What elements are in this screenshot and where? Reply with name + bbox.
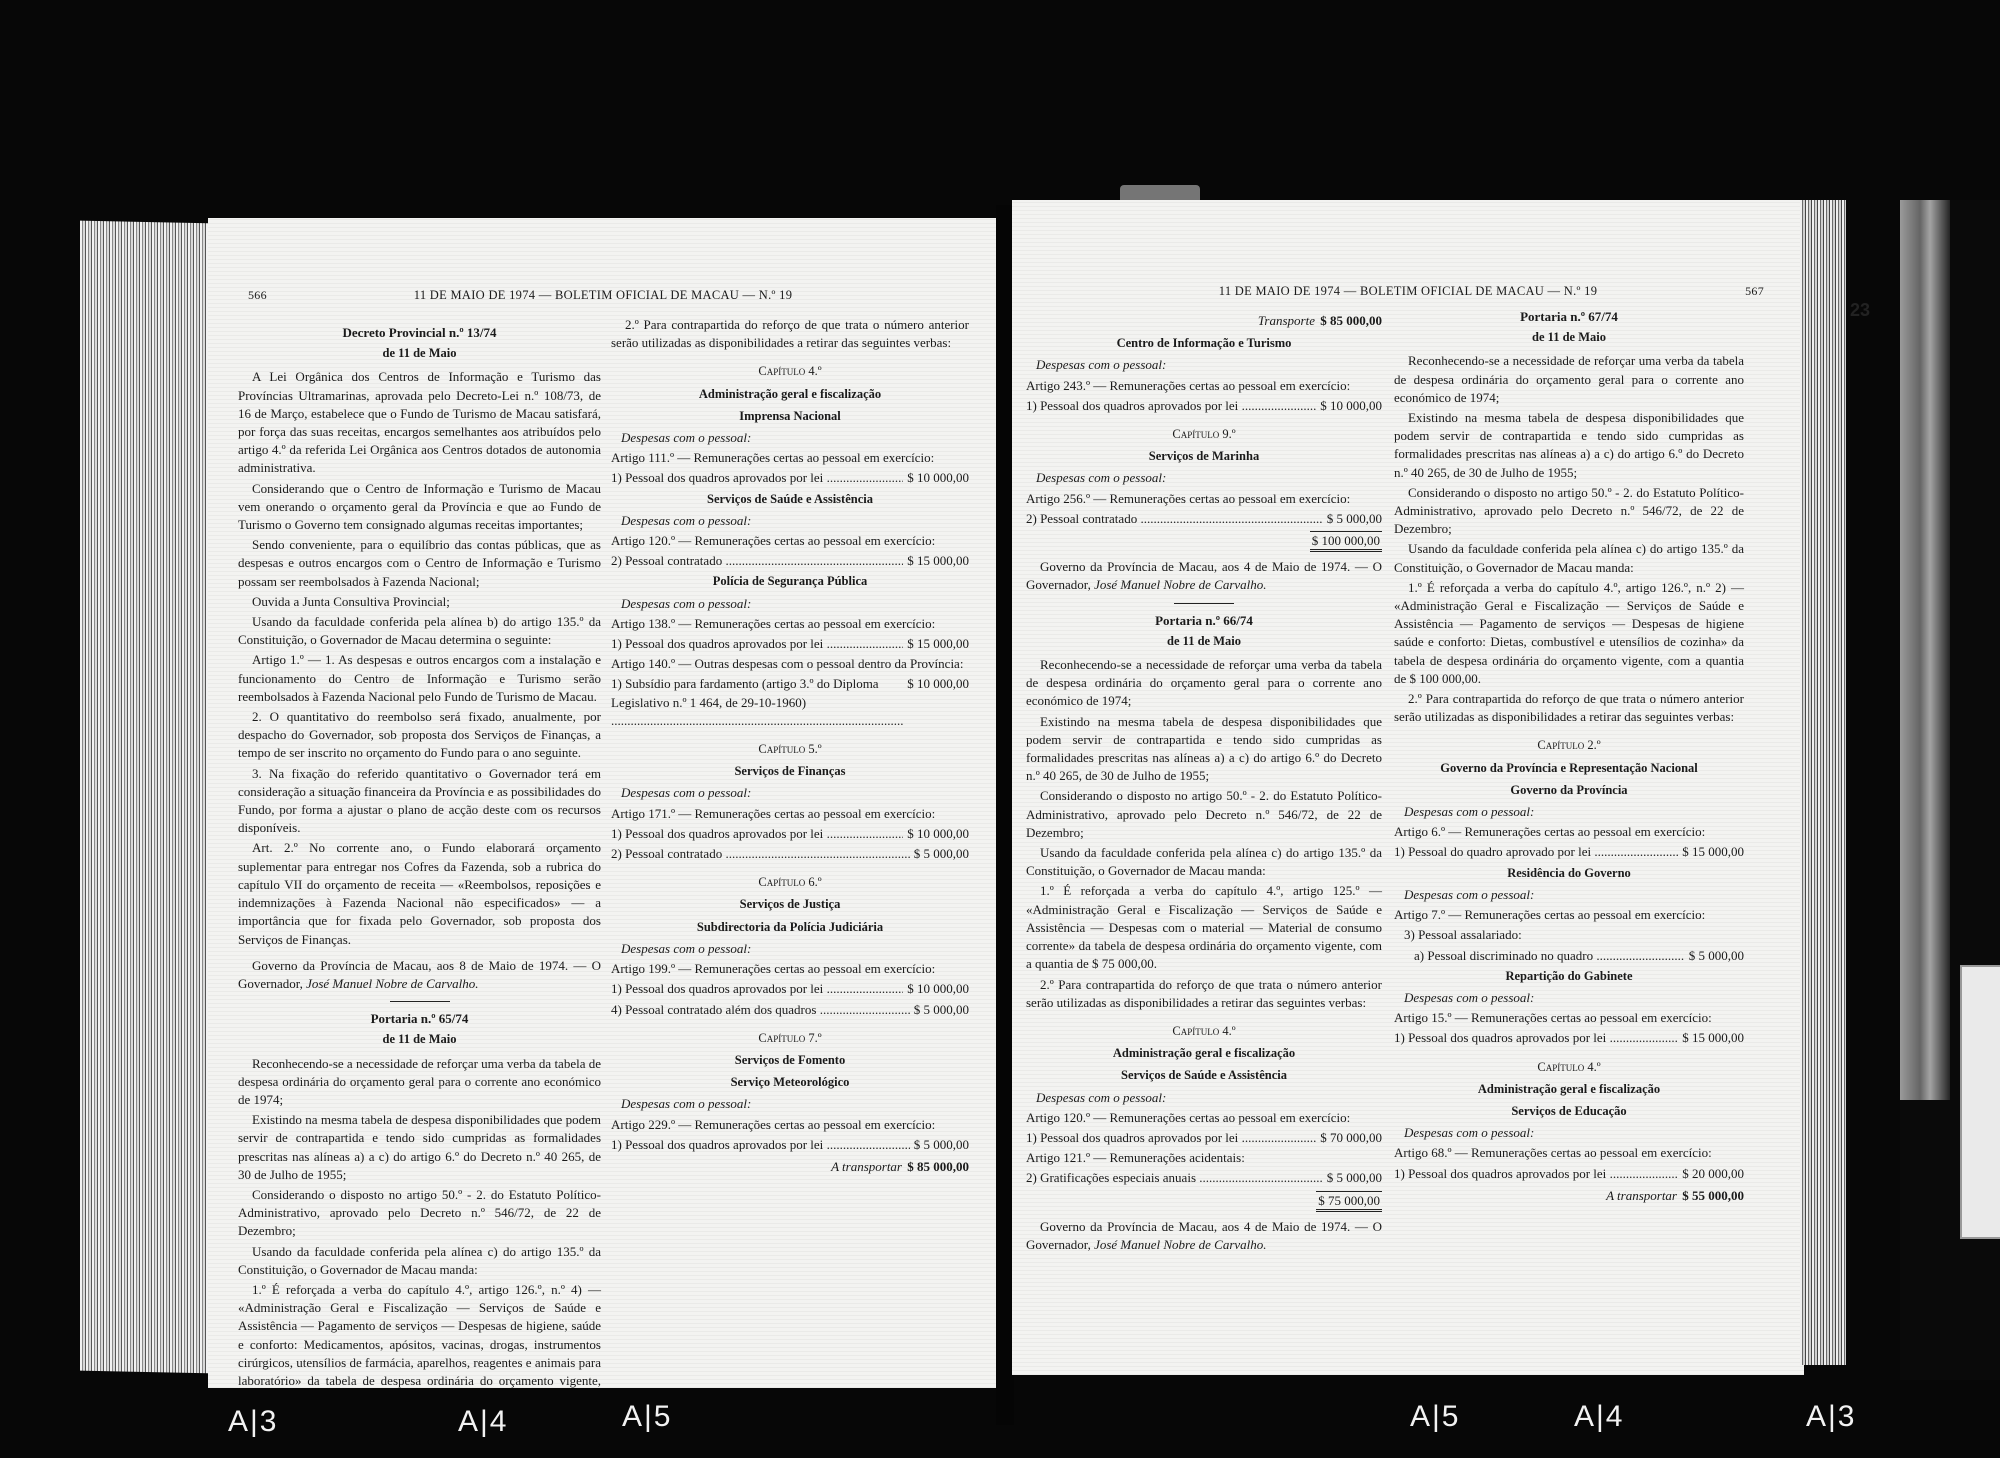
page-left <box>208 218 998 1388</box>
section-heading: Administração geral e fiscalização <box>698 386 882 401</box>
chapter-heading: Capítulo 9.º <box>1172 427 1236 442</box>
transport-amount: $ 85 000,00 <box>1320 313 1382 328</box>
book-page-edges-right <box>1800 200 1846 1365</box>
article-line: Artigo 111.º — Remunerações certas ao pessoal em exercício: <box>611 450 935 466</box>
signature-name: José Manuel Nobre de Carvalho. <box>1094 1236 1267 1252</box>
paragraph: Ouvida a Junta Consultiva Provincial; <box>252 593 450 609</box>
budget-line-amount: $ 15 000,00 <box>907 636 969 652</box>
budget-line <box>1026 510 1382 528</box>
chapter-heading: Capítulo 7.º <box>758 1030 822 1045</box>
article-line: Artigo 7.º — Remunerações certas ao pessoal em exercício: <box>1394 907 1706 923</box>
section-heading: Governo da Província e Representação Nacional <box>1440 760 1698 775</box>
budget-line <box>611 552 969 570</box>
budget-line-amount: $ 5 000,00 <box>1326 510 1382 526</box>
budget-line-label: 1) Pessoal dos quadros aprovados por lei ..... <box>611 980 903 998</box>
expense-heading: Despesas com o pessoal: <box>621 940 752 956</box>
running-header: 11 DE MAIO DE 1974 — BOLETIM OFICIAL DE MACAU — N.º 19 <box>413 288 793 302</box>
budget-line-amount: $ 5 000,00 <box>913 1001 969 1017</box>
paragraph: Considerando o disposto no artigo 50.º - 2. do Estatuto Político-Administrativo, aprovado pelo Decreto n.º 546/72, de 22 de Dezembro; <box>1026 788 1382 840</box>
budget-line <box>611 1001 969 1019</box>
budget-line-label: 1) Pessoal dos quadros aprovados por lei ..... <box>611 469 903 487</box>
budget-line <box>611 825 969 843</box>
frame-marker: A|5 <box>622 1400 673 1433</box>
expense-heading: Despesas com o pessoal: <box>621 785 752 801</box>
portaria-title: Portaria n.º 66/74 <box>1155 612 1253 628</box>
section-heading: Polícia de Segurança Pública <box>712 574 868 589</box>
budget-line <box>611 469 969 487</box>
chapter-heading: Capítulo 6.º <box>758 875 822 890</box>
budget-line <box>611 675 969 730</box>
article-line: Artigo 120.º — Remunerações certas ao pessoal em exercício: <box>1026 1109 1351 1125</box>
budget-line-amount: $ 15 000,00 <box>1682 844 1744 860</box>
page-number: 567 <box>1745 284 1764 298</box>
article-line: Artigo 121.º — Remunerações acidentais: <box>1026 1150 1245 1166</box>
paragraph: 2. O quantitativo do reembolso será fixado, anualmente, por despacho do Governador, sob proposta dos Serviços de Finanças, a tempo de ser inscrito no orçamento do Fundo para o ano seguinte. <box>238 709 601 761</box>
budget-line-label: 2) Pessoal contratado ..... <box>611 845 910 863</box>
paragraph: Existindo na mesma tabela de despesa disponibilidades que podem servir de contrapartida e tendo sido cumpridas as formalidades prescritas nas alíneas a) a c) do artigo 6.º do Decreto n.º 40 265, de 30 de Julho de 1955; <box>1026 713 1382 784</box>
portaria-date: de 11 de Maio <box>1167 633 1241 648</box>
section-heading: Administração geral e fiscalização <box>1112 1046 1296 1061</box>
budget-line-label: 1) Pessoal dos quadros aprovados por lei ..... <box>1394 1165 1678 1183</box>
decree-date: de 11 de Maio <box>382 346 457 361</box>
budget-line-amount: $ 5 000,00 <box>913 1136 969 1152</box>
signature-text: Governo da Província de Macau, aos 8 de Maio de 1974. — O Governador, <box>238 957 601 991</box>
article-line: Artigo 140.º — Outras despesas com o pessoal dentro da Província: <box>611 656 964 672</box>
portaria-date: de 11 de Maio <box>382 1032 457 1047</box>
running-header: 11 DE MAIO DE 1974 — BOLETIM OFICIAL DE MACAU — N.º 19 <box>1218 284 1598 298</box>
paragraph: 2.º Para contrapartida do reforço de que trata o número anterior serão utilizadas as disponibilidades a retirar das seguintes verbas: <box>1394 691 1744 725</box>
page-header-left <box>248 288 958 310</box>
paragraph: Usando da faculdade conferida pela alínea c) do artigo 135.º da Constituição, o Governador de Macau manda: <box>1394 541 1744 575</box>
total-amount: $ 75 000,00 <box>1316 1191 1382 1212</box>
transport-label: Transporte <box>1257 313 1315 328</box>
portaria-title: Portaria n.º 67/74 <box>1520 309 1618 324</box>
chapter-heading: Capítulo 4.º <box>1537 1059 1601 1074</box>
budget-line-amount: $ 5 000,00 <box>913 846 969 862</box>
signature-text: Governo da Província de Macau, aos 4 de Maio de 1974. — O Governador, <box>1026 1218 1382 1252</box>
signature-line <box>1026 558 1382 594</box>
section-heading: Subdirectoria da Polícia Judiciária <box>696 919 884 934</box>
section-heading: Administração geral e fiscalização <box>1477 1081 1661 1096</box>
chapter-heading: Capítulo 4.º <box>758 364 822 379</box>
signature-name: José Manuel Nobre de Carvalho. <box>306 975 479 991</box>
carry-forward <box>1394 1187 1744 1205</box>
paragraph: Usando da faculdade conferida pela alínea c) do artigo 135.º da Constituição, o Governador de Macau manda: <box>1026 845 1382 879</box>
expense-heading: Despesas com o pessoal: <box>1404 804 1535 820</box>
article-line: Artigo 68.º — Remunerações certas ao pessoal em exercício: <box>1394 1145 1712 1161</box>
torn-paper <box>1900 200 1950 1100</box>
frame-marker: A|4 <box>458 1405 509 1438</box>
column-right-1 <box>1026 308 1382 1260</box>
budget-line-amount: $ 10 000,00 <box>907 825 969 841</box>
edge-tab-number: 23 <box>1850 300 1871 320</box>
budget-line-label: 2) Pessoal contratado ..... <box>1026 510 1323 528</box>
budget-line-amount: $ 10 000,00 <box>907 981 969 997</box>
section-heading: Governo da Província <box>1510 782 1628 797</box>
budget-line <box>1026 1169 1382 1187</box>
budget-line-amount: $ 70 000,00 <box>1320 1129 1382 1145</box>
chapter-heading: Capítulo 2.º <box>1537 738 1601 753</box>
budget-line-label: 2) Pessoal contratado ..... <box>611 552 903 570</box>
article-subline: 3) Pessoal assalariado: <box>1404 927 1522 943</box>
expense-heading: Despesas com o pessoal: <box>621 595 752 611</box>
paragraph: Considerando o disposto no artigo 50.º - 2. do Estatuto Político-Administrativo, aprovado pelo Decreto n.º 546/72, de 22 de Dezembro; <box>238 1186 601 1239</box>
carry-forward-amount: $ 85 000,00 <box>907 1158 969 1174</box>
divider <box>1174 603 1234 604</box>
total-amount: $ 100 000,00 <box>1310 531 1382 552</box>
budget-line <box>1394 1165 1744 1183</box>
budget-line-amount: $ 5 000,00 <box>1688 947 1744 963</box>
column-left-2 <box>611 316 969 1180</box>
divider <box>390 1001 450 1002</box>
frame-marker: A|4 <box>1574 1400 1625 1433</box>
budget-line <box>611 845 969 863</box>
paragraph: Existindo na mesma tabela de despesa disponibilidades que podem servir de contrapartida e tendo sido cumpridas as formalidades prescritas nas alíneas a) a c) do artigo 6.º do Decreto n.º 40 265, de 30 de Julho de 1955; <box>1394 410 1744 480</box>
transport-line <box>1026 312 1382 330</box>
carry-forward-label: A transportar <box>1606 1187 1677 1203</box>
paragraph: 2.º Para contrapartida do reforço de que trata o número anterior serão utilizadas as disponibilidades a retirar das seguintes verbas: <box>611 317 969 351</box>
total-line <box>1026 532 1382 550</box>
budget-line-label: 1) Pessoal dos quadros aprovados por lei ..... <box>611 635 903 653</box>
frame-marker: A|3 <box>228 1405 279 1438</box>
paper-card <box>1960 965 2000 1239</box>
portaria-date: de 11 de Maio <box>1532 330 1606 345</box>
budget-line-label: 1) Pessoal dos quadros aprovados por lei ..... <box>1026 397 1316 415</box>
budget-line-amount: $ 10 000,00 <box>907 676 969 692</box>
paragraph: 1.º É reforçada a verba do capítulo 4.º, artigo 126.º, n.º 2) — «Administração Geral e Fiscalização — Serviços de Saúde e Assistência — Pagamento de serviços — Despesas de higiene saúde e conforto: Dietas, combustível e utensílios de cozinha» da tabela de despesa ordinária do orçamento vigente, com a quantia de $ 100 000,00. <box>1394 579 1744 686</box>
budget-line-label: 2) Gratificações especiais anuais ..... <box>1026 1169 1323 1187</box>
article-line: Artigo 229.º — Remunerações certas ao pessoal em exercício: <box>611 1116 936 1132</box>
paragraph: Art. 2.º No corrente ano, o Fundo elaborará orçamento suplementar para entregar nos Cofres da Fazenda, sob a rubrica do capítulo VII do orçamento de receita — «Reembolsos, reposições e indemnizações à Fazenda Nacional não especificados» — a importância que for fixada pelo Governador, sob proposta dos Serviços de Finanças. <box>238 840 601 947</box>
budget-line-label: 1) Pessoal dos quadros aprovados por lei ..... <box>1026 1129 1316 1147</box>
section-heading: Centro de Informação e Turismo <box>1116 336 1292 351</box>
article-line: Artigo 256.º — Remunerações certas ao pessoal em exercício: <box>1026 490 1351 506</box>
chapter-heading: Capítulo 4.º <box>1172 1023 1236 1038</box>
paragraph: Reconhecendo-se a necessidade de reforçar uma verba da tabela de despesa ordinária do orçamento geral para o corrente ano económico de 1974; <box>1394 353 1744 405</box>
frame-marker: A|5 <box>1410 1400 1461 1433</box>
budget-line <box>611 980 969 998</box>
section-heading: Serviços de Saúde e Assistência <box>707 491 873 506</box>
section-heading: Serviços de Finanças <box>734 764 846 779</box>
column-right-2 <box>1394 308 1744 1209</box>
paragraph: Considerando o disposto no artigo 50.º - 2. do Estatuto Político-Administrativo, aprovado pelo Decreto n.º 546/72, de 22 de Dezembro; <box>1394 484 1744 537</box>
article-line: Artigo 199.º — Remunerações certas ao pessoal em exercício: <box>611 961 936 977</box>
section-heading: Imprensa Nacional <box>739 408 841 423</box>
carry-forward <box>611 1158 969 1176</box>
signature-text: Governo da Província de Macau, aos 4 de Maio de 1974. — O Governador, <box>1026 559 1382 593</box>
budget-line <box>1394 843 1744 861</box>
expense-heading: Despesas com o pessoal: <box>1404 1125 1535 1141</box>
section-heading: Residência do Governo <box>1507 865 1631 880</box>
budget-line-amount: $ 15 000,00 <box>1682 1030 1744 1046</box>
budget-line <box>1394 1029 1744 1047</box>
budget-line-amount: $ 15 000,00 <box>907 553 969 569</box>
signature-name: José Manuel Nobre de Carvalho. <box>1094 577 1267 593</box>
page-header-right <box>1052 284 1764 306</box>
expense-heading: Despesas com o pessoal: <box>1036 470 1167 486</box>
expense-heading: Despesas com o pessoal: <box>1404 989 1535 1005</box>
total-line <box>1026 1192 1382 1210</box>
article-line: Artigo 15.º — Remunerações certas ao pessoal em exercício: <box>1394 1010 1712 1026</box>
article-line: Artigo 6.º — Remunerações certas ao pessoal em exercício: <box>1394 824 1706 840</box>
paragraph: 2.º Para contrapartida do reforço de que trata o número anterior serão utilizadas as disponibilidades a retirar das seguintes verbas: <box>1026 976 1382 1010</box>
page-number: 566 <box>248 288 267 302</box>
signature-line <box>238 957 601 993</box>
section-heading: Serviços de Fomento <box>734 1052 846 1067</box>
paragraph: Artigo 1.º — 1. As despesas e outros encargos com a instalação e funcionamento do Centro de Informação e Turismo serão reembolsados à Fazenda Nacional pelo Fundo de Turismo de Macau. <box>238 652 601 704</box>
expense-heading: Despesas com o pessoal: <box>1404 886 1535 902</box>
decree-title: Decreto Provincial n.º 13/74 <box>342 325 497 340</box>
budget-line <box>1026 1129 1382 1147</box>
budget-line-label: 1) Pessoal dos quadros aprovados por lei ..... <box>1394 1029 1678 1047</box>
article-line: Artigo 120.º — Remunerações certas ao pessoal em exercício: <box>611 533 936 549</box>
expense-heading: Despesas com o pessoal: <box>1036 1089 1167 1105</box>
paragraph: Usando da faculdade conferida pela alínea c) do artigo 135.º da Constituição, o Governador de Macau manda: <box>238 1243 601 1277</box>
paragraph: 3. Na fixação do referido quantitativo o Governador terá em consideração a situação financeira da Província e as possibilidades do Fundo, por forma a ajustar o plano de acção deste com os recursos disponíveis. <box>238 765 601 836</box>
paragraph: Sendo conveniente, para o equilíbrio das contas públicas, que as despesas e outros encargos com o Centro de Informação e Turismo possam ser reembolsados à Fazenda Nacional; <box>238 537 601 589</box>
budget-line-amount: $ 10 000,00 <box>907 470 969 486</box>
budget-line-amount: $ 5 000,00 <box>1326 1170 1382 1186</box>
budget-line-label: 1) Pessoal dos quadros aprovados por lei ..... <box>611 825 903 843</box>
budget-line <box>1026 397 1382 415</box>
section-heading: Serviços de Justiça <box>739 897 841 912</box>
budget-line-amount: $ 10 000,00 <box>1320 397 1382 413</box>
expense-heading: Despesas com o pessoal: <box>1036 357 1167 373</box>
book-page-edges-left <box>80 221 214 1374</box>
budget-line-label: 1) Subsídio para fardamento (artigo 3.º do Diploma Legislativo n.º 1 464, de 29-10-1960) ..... <box>611 675 903 730</box>
expense-heading: Despesas com o pessoal: <box>621 1096 752 1112</box>
article-line: Artigo 138.º — Remunerações certas ao pessoal em exercício: <box>611 615 936 631</box>
budget-line-amount: $ 20 000,00 <box>1682 1165 1744 1181</box>
section-heading: Serviços de Educação <box>1511 1103 1627 1118</box>
budget-line <box>611 635 969 653</box>
article-line: Artigo 243.º — Remunerações certas ao pessoal em exercício: <box>1026 377 1351 393</box>
carry-forward-label: A transportar <box>831 1158 902 1174</box>
article-line: Artigo 171.º — Remunerações certas ao pessoal em exercício: <box>611 805 936 821</box>
budget-line-label: 4) Pessoal contratado além dos quadros ..... <box>611 1001 910 1019</box>
paragraph: 1.º É reforçada a verba do capítulo 4.º, artigo 125.º — «Administração Geral e Fiscalização — Serviços de Saúde e Assistência — Despesas com o material — Material de consumo corrente» da tabela de despesa ordinária do orçamento vigente, com a quantia de $ 75 000,00. <box>1026 883 1382 972</box>
section-heading: Serviço Meteorológico <box>730 1075 850 1090</box>
paragraph: Reconhecendo-se a necessidade de reforçar uma verba da tabela de despesa ordinária do orçamento geral para o corrente ano económico de 1974; <box>1026 657 1382 709</box>
portaria-title: Portaria n.º 65/74 <box>370 1011 469 1027</box>
expense-heading: Despesas com o pessoal: <box>621 512 752 528</box>
section-heading: Repartição do Gabinete <box>1505 968 1633 983</box>
budget-line <box>611 1136 969 1154</box>
paragraph: 1.º É reforçada a verba do capítulo 4.º, artigo 126.º, n.º 4) — «Administração Geral e Fiscalização — Serviços de Saúde e Assistência — Pagamento de serviços — Despesas de higiene, saúde e conforto: Medicamentos, apósitos, vacinas, drogas, instrumentos cirúrgicos, utensílios de farmácia, aparelhos, reagentes e animais para laboratório» da tabela de despesa ordinária do orçamento vigente, <box>238 1281 601 1388</box>
paragraph: Usando da faculdade conferida pela alínea b) do artigo 135.º da Constituição, o Governador de Macau determina o seguinte: <box>238 614 601 648</box>
budget-line-label: 1) Pessoal do quadro aprovado por lei ..... <box>1394 843 1678 861</box>
frame-marker: A|3 <box>1806 1400 1857 1433</box>
adjacent-volume <box>1900 200 2000 1380</box>
column-left-1 <box>238 316 601 1388</box>
signature-line <box>1026 1218 1382 1254</box>
chapter-heading: Capítulo 5.º <box>758 742 822 757</box>
carry-forward-amount: $ 55 000,00 <box>1682 1187 1744 1203</box>
budget-line <box>1394 947 1744 965</box>
expense-heading: Despesas com o pessoal: <box>621 430 752 446</box>
page-right <box>1012 200 1804 1375</box>
paragraph: A Lei Orgânica dos Centros de Informação e Turismo das Províncias Ultramarinas, aprovada pelo Decreto-Lei n.º 108/73, de 16 de Março, estabelece que o Fundo de Turismo de Macau satisfará, por força das suas receitas, encargos semelhantes aos atribuídos pelo artigo 4.º da referida Lei Orgânica aos Centros dotados de autonomia administrativa. <box>238 369 601 476</box>
paragraph: Reconhecendo-se a necessidade de reforçar uma verba da tabela de despesa ordinária do orçamento geral para o corrente ano económico de 1974; <box>238 1055 602 1107</box>
budget-line-label: 1) Pessoal dos quadros aprovados por lei ..... <box>611 1136 910 1154</box>
paragraph: Existindo na mesma tabela de despesa disponibilidades que podem servir de contrapartida e tendo sido cumpridas as formalidades prescritas nas alíneas a) a c) do artigo 6.º do Decreto n.º 40 265, de 30 de Julho de 1955; <box>238 1112 601 1182</box>
budget-line-label: a) Pessoal discriminado no quadro ..... <box>1414 947 1685 965</box>
section-heading: Serviços de Marinha <box>1148 449 1260 464</box>
section-heading: Serviços de Saúde e Assistência <box>1121 1068 1287 1083</box>
paragraph: Considerando que o Centro de Informação e Turismo de Macau vem onerando o orçamento geral da Província e que ao Fundo de Turismo o Governo tem consignado algumas receitas importantes; <box>238 480 601 533</box>
